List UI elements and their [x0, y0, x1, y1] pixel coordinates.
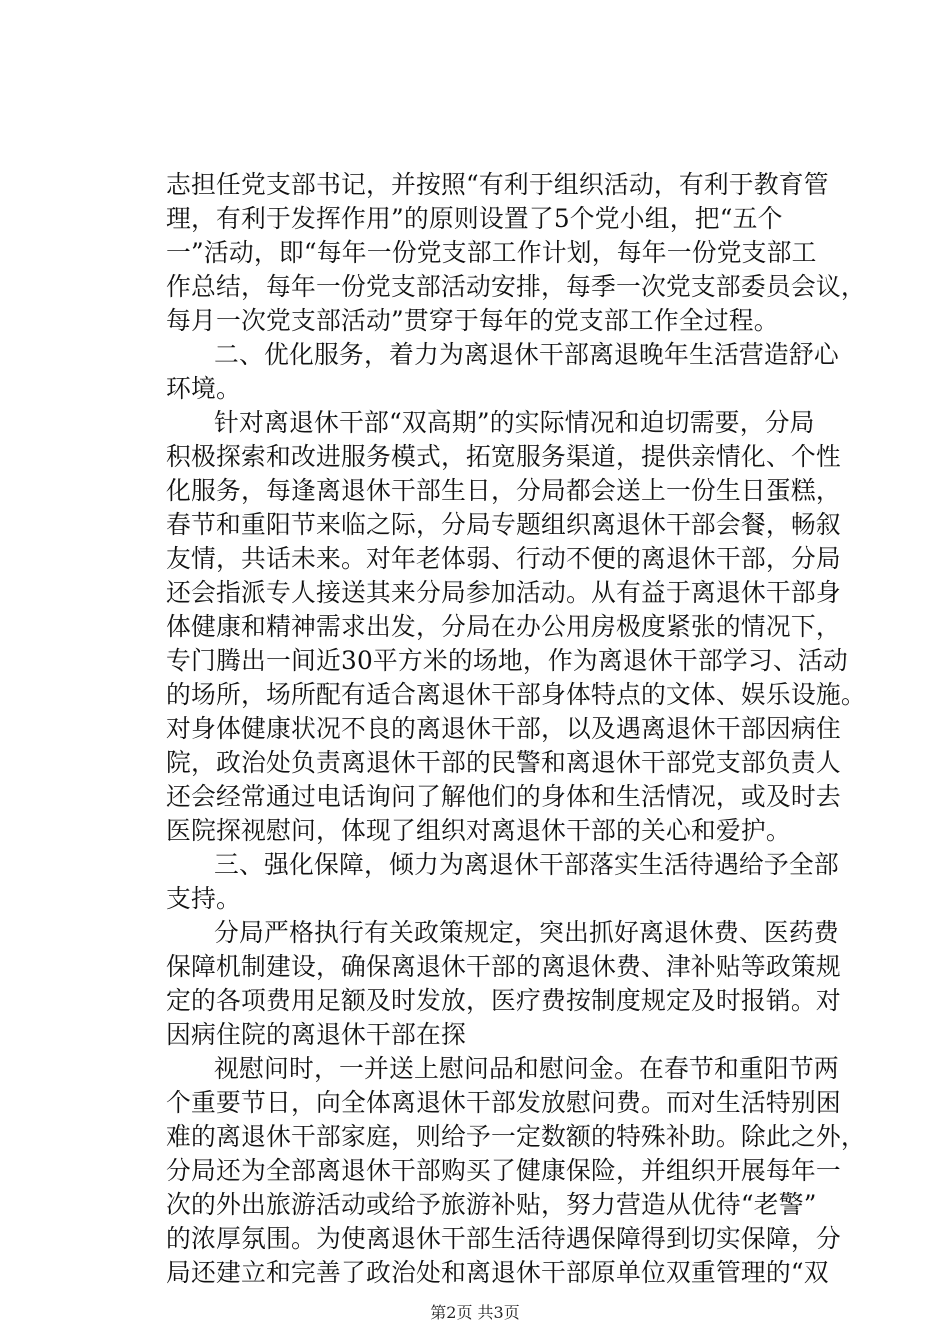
- text-line: 的场所，场所配有适合离退休干部身体特点的文体、娱乐设施。: [166, 680, 866, 709]
- text-line: 针对离退休干部“双高期”的实际情况和迫切需要，分局: [214, 408, 815, 437]
- text-line: 分局还为全部离退休干部购买了健康保险，并组织开展每年一: [166, 1156, 841, 1185]
- text-line: 还会指派专人接送其来分局参加活动。从有益于离退休干部身: [166, 578, 841, 607]
- text-line: 医院探视慰问，体现了组织对离退休干部的关心和爱护。: [166, 816, 791, 845]
- text-line: 积极探索和改进服务模式，拓宽服务渠道，提供亲情化、个性: [166, 442, 841, 471]
- text-line: 次的外出旅游活动或给予旅游补贴，努力营造从优待“老警”: [166, 1190, 817, 1219]
- text-line: 志担任党支部书记，并按照“有利于组织活动，有利于教育管: [166, 170, 829, 199]
- text-line: 友情，共话未来。对年老体弱、行动不便的离退休干部，分局: [166, 544, 841, 573]
- section-heading-line: 环境。: [166, 374, 241, 403]
- section-heading-line: 支持。: [166, 884, 241, 913]
- text-line: 难的离退休干部家庭，则给予一定数额的特殊补助。除此之外，: [166, 1122, 866, 1151]
- page-number-footer: 第2页 共3页: [430, 1303, 520, 1322]
- text-line: 因病住院的离退休干部在探: [166, 1020, 466, 1049]
- section-heading-line: 三、强化保障，倾力为离退休干部落实生活待遇给予全部: [214, 850, 839, 879]
- text-line: 化服务，每逢离退休干部生日，分局都会送上一份生日蛋糕，: [166, 476, 841, 505]
- section-heading-line: 二、优化服务，着力为离退休干部离退晚年生活营造舒心: [214, 340, 839, 369]
- text-line: 每月一次党支部活动”贯穿于每年的党支部工作全过程。: [166, 306, 779, 335]
- text-line: 春节和重阳节来临之际，分局专题组织离退休干部会餐，畅叙: [166, 510, 841, 539]
- text-line: 视慰问时，一并送上慰问品和慰问金。在春节和重阳节两: [214, 1054, 839, 1083]
- text-line: 的浓厚氛围。为使离退休干部生活待遇保障得到切实保障，分: [166, 1224, 841, 1253]
- text-line: 保障机制建设，确保离退休干部的离退休费、津补贴等政策规: [166, 952, 841, 981]
- text-line: 院，政治处负责离退休干部的民警和离退休干部党支部负责人: [166, 748, 841, 777]
- text-line: 局还建立和完善了政治处和离退休干部原单位双重管理的“双: [166, 1258, 829, 1287]
- text-line: 专门腾出一间近30平方米的场地，作为离退休干部学习、活动: [166, 646, 848, 675]
- text-line: 个重要节日，向全体离退休干部发放慰问费。而对生活特别困: [166, 1088, 841, 1117]
- text-line: 体健康和精神需求出发，分局在办公用房极度紧张的情况下，: [166, 612, 841, 641]
- text-line: 作总结，每年一份党支部活动安排，每季一次党支部委员会议，: [166, 272, 866, 301]
- text-line: 还会经常通过电话询问了解他们的身体和生活情况，或及时去: [166, 782, 841, 811]
- text-line: 定的各项费用足额及时发放，医疗费按制度规定及时报销。对: [166, 986, 841, 1015]
- text-line: 理，有利于发挥作用”的原则设置了5个党小组，把“五个: [166, 204, 783, 233]
- text-line: 分局严格执行有关政策规定，突出抓好离退休费、医药费: [214, 918, 839, 947]
- text-line: 对身体健康状况不良的离退休干部，以及遇离退休干部因病住: [166, 714, 841, 743]
- text-line: 一”活动，即“每年一份党支部工作计划，每年一份党支部工: [166, 238, 817, 267]
